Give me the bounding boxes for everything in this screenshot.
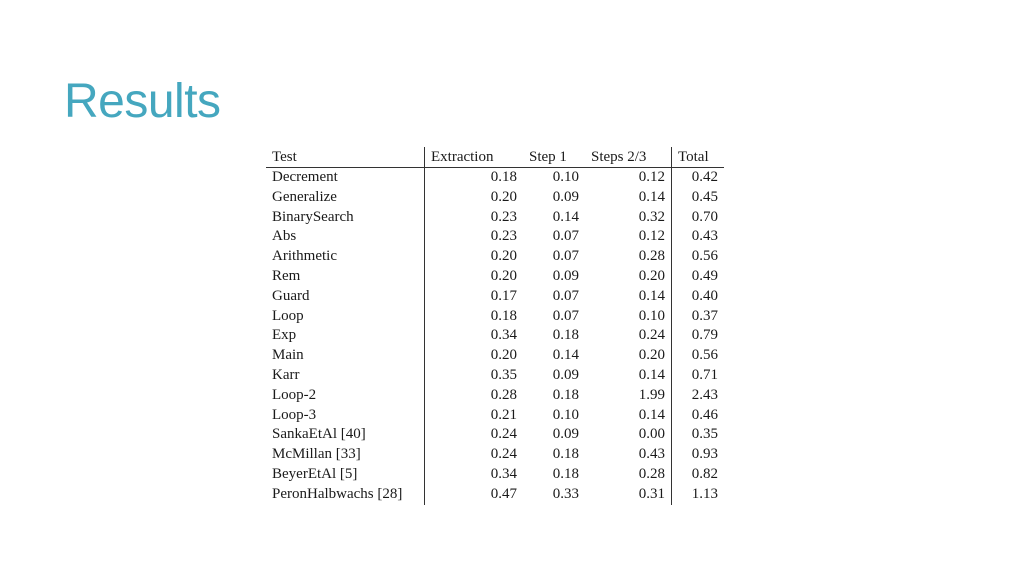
cell-test: Rem [266, 267, 425, 287]
cell-total: 0.35 [691, 426, 718, 443]
table-row [266, 326, 724, 346]
cell-step-1: 0.33 [552, 485, 579, 502]
table-row [266, 445, 724, 465]
cell-total: 0.56 [691, 347, 718, 364]
table-row [266, 366, 724, 386]
cell-test: Karr [266, 366, 425, 386]
cell-extraction: 0.21 [490, 406, 517, 423]
cell-total: 0.79 [691, 327, 718, 344]
cell-step-1: 0.18 [552, 446, 579, 463]
cell-steps-2-3: 0.28 [585, 247, 672, 267]
cell-steps-2-3: 0.43 [585, 445, 672, 465]
cell-extraction: 0.34 [490, 465, 517, 482]
cell-step-1: 0.10 [552, 169, 579, 185]
cell-step-1: 0.18 [552, 465, 579, 482]
cell-extraction: 0.20 [490, 248, 517, 265]
header-extraction: Extraction [425, 147, 524, 168]
cell-total: 0.42 [691, 169, 718, 185]
cell-total: 0.43 [691, 228, 718, 245]
header-step-1: Step 1 [523, 147, 585, 168]
table-row [266, 465, 724, 485]
table-row [266, 287, 724, 307]
cell-test: Loop [266, 307, 425, 327]
cell-extraction: 0.47 [490, 485, 517, 502]
table-header-row [266, 147, 724, 168]
cell-step-1: 0.09 [552, 267, 579, 284]
table-row [266, 346, 724, 366]
cell-extraction: 0.20 [490, 267, 517, 284]
cell-extraction: 0.23 [490, 228, 517, 245]
table-row [266, 247, 724, 267]
cell-total: 0.82 [691, 465, 718, 482]
cell-test: BeyerEtAl [5] [266, 465, 425, 485]
results-table [266, 147, 724, 505]
cell-step-1: 0.18 [552, 327, 579, 344]
cell-test: Exp [266, 326, 425, 346]
cell-step-1: 0.09 [552, 188, 579, 205]
cell-extraction: 0.23 [490, 208, 517, 225]
table-row [266, 406, 724, 426]
cell-step-1: 0.10 [552, 406, 579, 423]
cell-test: Arithmetic [266, 247, 425, 267]
cell-steps-2-3: 0.14 [585, 287, 672, 307]
cell-total: 0.46 [691, 406, 718, 423]
cell-total: 2.43 [691, 386, 718, 403]
table-row [266, 227, 724, 247]
table-row [266, 485, 724, 505]
cell-total: 0.93 [691, 446, 718, 463]
cell-steps-2-3: 0.14 [585, 366, 672, 386]
table-row [266, 208, 724, 228]
header-test: Test [266, 147, 425, 168]
table-row [266, 168, 724, 188]
cell-total: 0.49 [691, 267, 718, 284]
cell-test: Abs [266, 227, 425, 247]
table-row [266, 307, 724, 327]
cell-steps-2-3: 0.12 [585, 168, 672, 188]
cell-step-1: 0.14 [552, 208, 579, 225]
cell-test: Loop-2 [266, 386, 425, 406]
cell-steps-2-3: 0.31 [585, 485, 672, 505]
cell-steps-2-3: 0.14 [585, 406, 672, 426]
cell-test: BinarySearch [266, 208, 425, 228]
cell-steps-2-3: 1.99 [585, 386, 672, 406]
cell-step-1: 0.07 [552, 307, 579, 324]
cell-step-1: 0.07 [552, 287, 579, 304]
cell-step-1: 0.07 [552, 228, 579, 245]
cell-total: 0.56 [691, 248, 718, 265]
table-row [266, 188, 724, 208]
cell-extraction: 0.24 [490, 446, 517, 463]
cell-test: McMillan [33] [266, 445, 425, 465]
cell-total: 0.37 [691, 307, 718, 324]
cell-step-1: 0.07 [552, 248, 579, 265]
slide-title: Results [64, 75, 221, 128]
cell-total: 0.70 [691, 208, 718, 225]
cell-extraction: 0.20 [490, 188, 517, 205]
cell-steps-2-3: 0.20 [585, 346, 672, 366]
cell-steps-2-3: 0.32 [585, 208, 672, 228]
cell-total: 1.13 [691, 485, 718, 502]
cell-extraction: 0.28 [490, 386, 517, 403]
cell-test: Loop-3 [266, 406, 425, 426]
header-steps-2-3: Steps 2/3 [585, 147, 672, 168]
table-row [266, 425, 724, 445]
cell-total: 0.40 [691, 287, 718, 304]
cell-extraction: 0.18 [490, 169, 517, 185]
table-row [266, 386, 724, 406]
table-row [266, 267, 724, 287]
cell-test: Generalize [266, 188, 425, 208]
cell-total: 0.71 [691, 366, 718, 383]
cell-step-1: 0.09 [552, 366, 579, 383]
cell-steps-2-3: 0.24 [585, 326, 672, 346]
cell-steps-2-3: 0.28 [585, 465, 672, 485]
cell-test: Main [266, 346, 425, 366]
cell-step-1: 0.09 [552, 426, 579, 443]
cell-extraction: 0.24 [490, 426, 517, 443]
cell-extraction: 0.20 [490, 347, 517, 364]
cell-test: PeronHalbwachs [28] [266, 485, 425, 505]
cell-total: 0.45 [691, 188, 718, 205]
cell-test: Decrement [266, 168, 425, 188]
cell-extraction: 0.34 [490, 327, 517, 344]
cell-step-1: 0.18 [552, 386, 579, 403]
cell-steps-2-3: 0.10 [585, 307, 672, 327]
cell-steps-2-3: 0.12 [585, 227, 672, 247]
table-body [266, 168, 724, 505]
cell-steps-2-3: 0.14 [585, 188, 672, 208]
cell-extraction: 0.17 [490, 287, 517, 304]
cell-extraction: 0.35 [490, 366, 517, 383]
cell-test: Guard [266, 287, 425, 307]
header-total: Total [672, 147, 725, 168]
cell-test: SankaEtAl [40] [266, 425, 425, 445]
cell-extraction: 0.18 [490, 307, 517, 324]
cell-steps-2-3: 0.00 [585, 425, 672, 445]
cell-step-1: 0.14 [552, 347, 579, 364]
cell-steps-2-3: 0.20 [585, 267, 672, 287]
